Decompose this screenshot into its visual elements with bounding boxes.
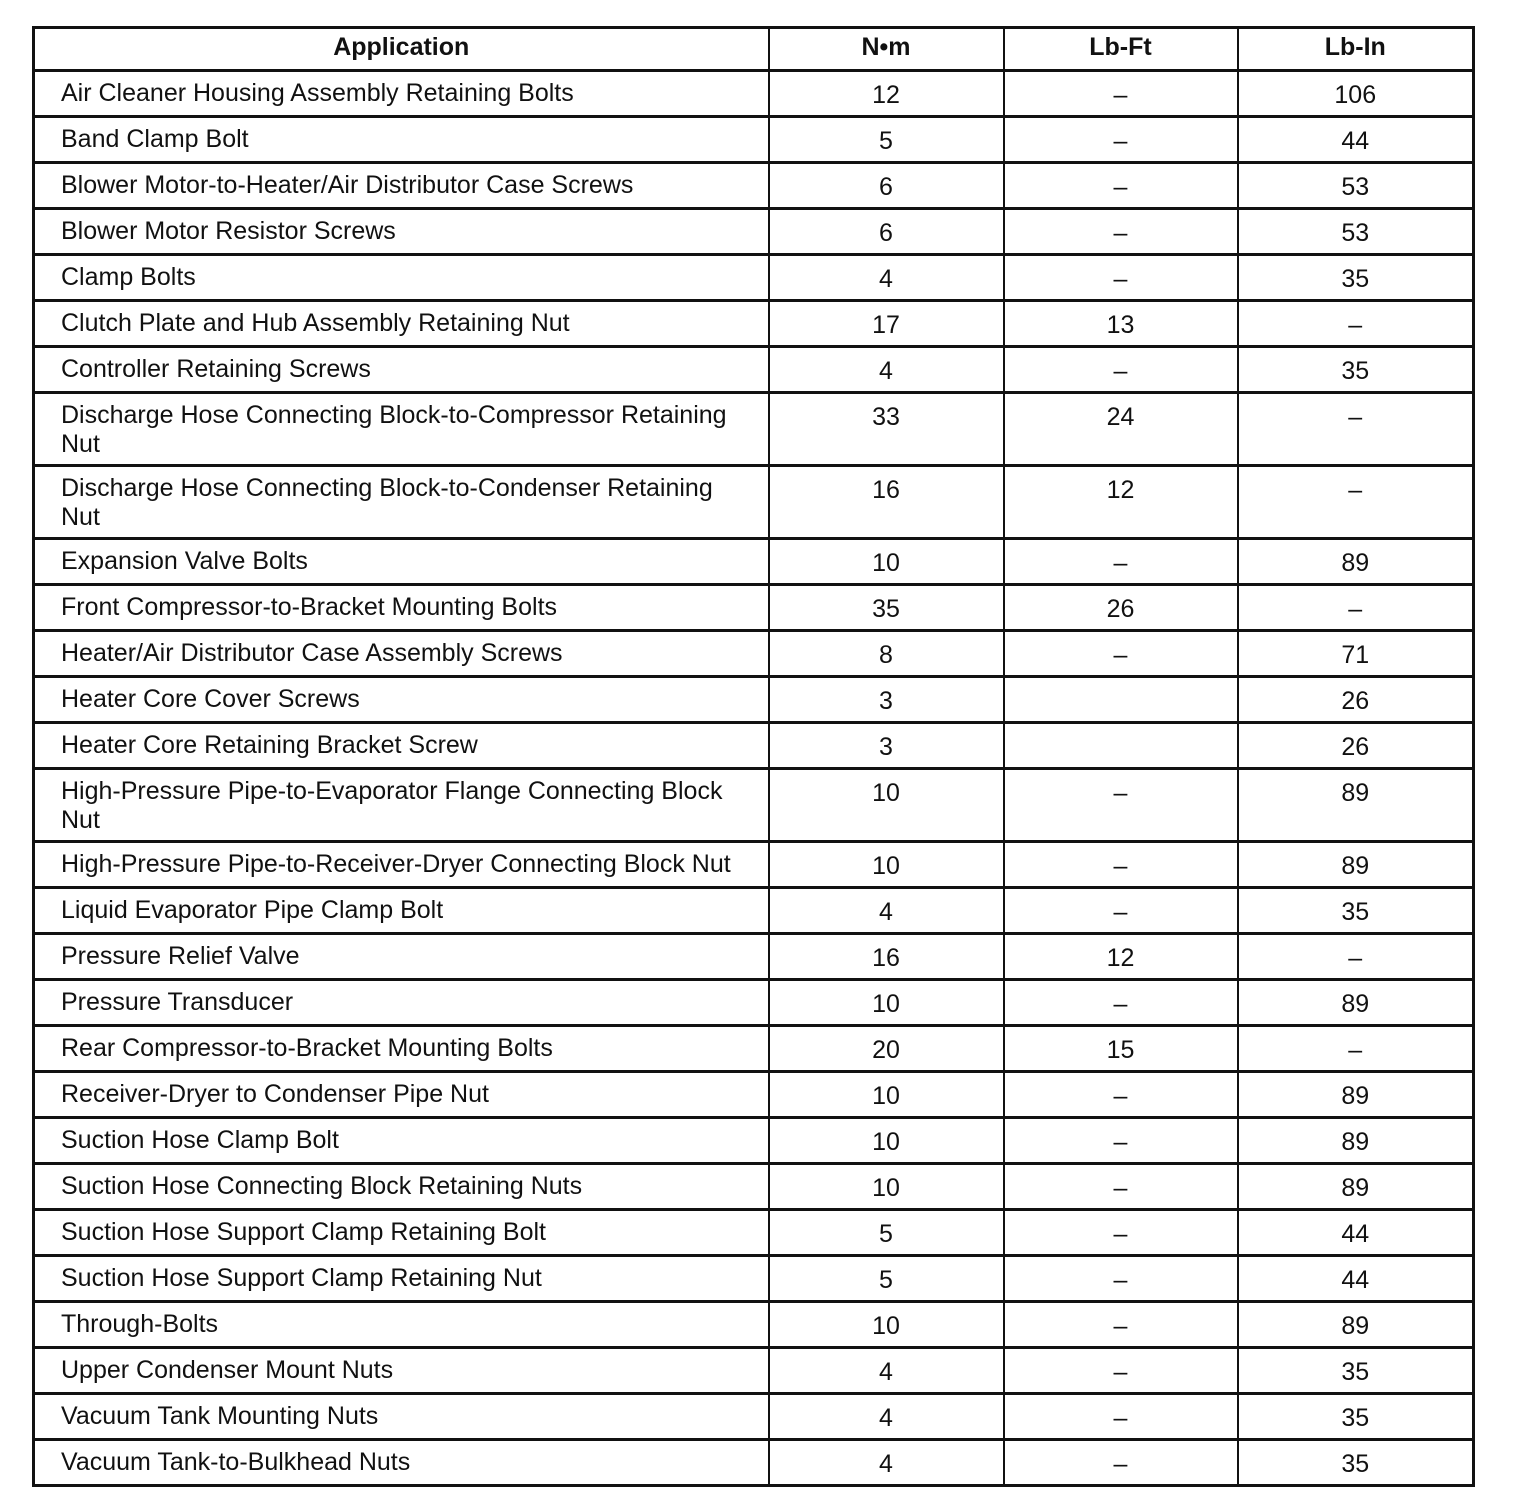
cell-lb-in: 89 bbox=[1238, 1118, 1474, 1164]
cell-nm: 5 bbox=[769, 1210, 1004, 1256]
table-row bbox=[34, 1394, 1474, 1440]
cell-lb-in: 35 bbox=[1238, 347, 1474, 393]
cell-lb-in: – bbox=[1238, 585, 1474, 631]
cell-lb-ft: 26 bbox=[1004, 585, 1238, 631]
table-row bbox=[34, 1348, 1474, 1394]
cell-nm: 16 bbox=[769, 466, 1004, 539]
cell-nm: 35 bbox=[769, 585, 1004, 631]
cell-application: Front Compressor-to-Bracket Mounting Bolts bbox=[34, 585, 769, 631]
table-row bbox=[34, 347, 1474, 393]
cell-lb-in: 71 bbox=[1238, 631, 1474, 677]
cell-lb-ft: – bbox=[1004, 631, 1238, 677]
cell-application: Suction Hose Clamp Bolt bbox=[34, 1118, 769, 1164]
table-row bbox=[34, 1256, 1474, 1302]
cell-lb-in: 44 bbox=[1238, 1210, 1474, 1256]
table-row bbox=[34, 980, 1474, 1026]
cell-application: Through-Bolts bbox=[34, 1302, 769, 1348]
table-row bbox=[34, 117, 1474, 163]
cell-lb-in: 44 bbox=[1238, 1256, 1474, 1302]
table-row bbox=[34, 1210, 1474, 1256]
table-row bbox=[34, 1302, 1474, 1348]
cell-application: Heater Core Cover Screws bbox=[34, 677, 769, 723]
cell-lb-ft: – bbox=[1004, 1210, 1238, 1256]
cell-nm: 6 bbox=[769, 163, 1004, 209]
cell-nm: 4 bbox=[769, 1440, 1004, 1486]
cell-lb-in: 53 bbox=[1238, 163, 1474, 209]
cell-lb-in: 53 bbox=[1238, 209, 1474, 255]
cell-lb-in: 89 bbox=[1238, 842, 1474, 888]
cell-lb-ft: 12 bbox=[1004, 934, 1238, 980]
table-row bbox=[34, 539, 1474, 585]
table-row bbox=[34, 163, 1474, 209]
header-nm: N•m bbox=[769, 28, 1004, 71]
cell-lb-ft: 13 bbox=[1004, 301, 1238, 347]
cell-application: Heater Core Retaining Bracket Screw bbox=[34, 723, 769, 769]
cell-application: Blower Motor-to-Heater/Air Distributor Case Screws bbox=[34, 163, 769, 209]
cell-nm: 4 bbox=[769, 1394, 1004, 1440]
cell-lb-ft: – bbox=[1004, 1394, 1238, 1440]
cell-lb-ft: – bbox=[1004, 1072, 1238, 1118]
cell-application: Air Cleaner Housing Assembly Retaining Bolts bbox=[34, 71, 769, 117]
cell-lb-ft: – bbox=[1004, 117, 1238, 163]
cell-lb-ft: – bbox=[1004, 980, 1238, 1026]
cell-application: Clamp Bolts bbox=[34, 255, 769, 301]
table-row bbox=[34, 393, 1474, 466]
cell-lb-in: 35 bbox=[1238, 1348, 1474, 1394]
cell-lb-ft: 24 bbox=[1004, 393, 1238, 466]
table-row bbox=[34, 585, 1474, 631]
cell-lb-in: 35 bbox=[1238, 1440, 1474, 1486]
cell-nm: 6 bbox=[769, 209, 1004, 255]
table-row bbox=[34, 888, 1474, 934]
cell-lb-ft: 15 bbox=[1004, 1026, 1238, 1072]
cell-nm: 4 bbox=[769, 1348, 1004, 1394]
table-row bbox=[34, 677, 1474, 723]
cell-nm: 10 bbox=[769, 842, 1004, 888]
cell-nm: 33 bbox=[769, 393, 1004, 466]
cell-lb-ft: – bbox=[1004, 163, 1238, 209]
table-row bbox=[34, 1118, 1474, 1164]
header-row bbox=[34, 28, 1474, 71]
cell-application: Discharge Hose Connecting Block-to-Condenser Retaining Nut bbox=[34, 466, 769, 539]
cell-lb-ft: – bbox=[1004, 255, 1238, 301]
cell-lb-ft: – bbox=[1004, 1440, 1238, 1486]
cell-nm: 8 bbox=[769, 631, 1004, 677]
cell-nm: 10 bbox=[769, 980, 1004, 1026]
header-lb-in: Lb-In bbox=[1238, 28, 1474, 71]
cell-nm: 4 bbox=[769, 347, 1004, 393]
table-body bbox=[34, 71, 1474, 1486]
cell-application: Pressure Transducer bbox=[34, 980, 769, 1026]
cell-application: Liquid Evaporator Pipe Clamp Bolt bbox=[34, 888, 769, 934]
cell-lb-ft: – bbox=[1004, 769, 1238, 842]
cell-application: Discharge Hose Connecting Block-to-Compressor Retaining Nut bbox=[34, 393, 769, 466]
cell-lb-in: 35 bbox=[1238, 255, 1474, 301]
cell-nm: 17 bbox=[769, 301, 1004, 347]
cell-nm: 10 bbox=[769, 769, 1004, 842]
cell-nm: 10 bbox=[769, 1072, 1004, 1118]
cell-nm: 5 bbox=[769, 117, 1004, 163]
cell-nm: 10 bbox=[769, 1118, 1004, 1164]
cell-lb-ft: – bbox=[1004, 209, 1238, 255]
cell-lb-in: – bbox=[1238, 301, 1474, 347]
cell-lb-in: – bbox=[1238, 393, 1474, 466]
cell-lb-in: 89 bbox=[1238, 1164, 1474, 1210]
cell-lb-in: 89 bbox=[1238, 1302, 1474, 1348]
cell-lb-ft bbox=[1004, 677, 1238, 723]
cell-application: Clutch Plate and Hub Assembly Retaining Nut bbox=[34, 301, 769, 347]
table-header bbox=[34, 28, 1474, 71]
cell-lb-in: – bbox=[1238, 1026, 1474, 1072]
cell-lb-in: 26 bbox=[1238, 723, 1474, 769]
cell-lb-ft: – bbox=[1004, 842, 1238, 888]
table-row bbox=[34, 1026, 1474, 1072]
cell-application: Controller Retaining Screws bbox=[34, 347, 769, 393]
table-row bbox=[34, 1072, 1474, 1118]
table-row bbox=[34, 934, 1474, 980]
cell-lb-ft: – bbox=[1004, 1164, 1238, 1210]
cell-lb-in: 89 bbox=[1238, 1072, 1474, 1118]
table-row bbox=[34, 1440, 1474, 1486]
torque-spec-table bbox=[32, 26, 1475, 1487]
cell-application: Expansion Valve Bolts bbox=[34, 539, 769, 585]
cell-lb-ft: 12 bbox=[1004, 466, 1238, 539]
table-row bbox=[34, 255, 1474, 301]
cell-application: Vacuum Tank Mounting Nuts bbox=[34, 1394, 769, 1440]
cell-nm: 3 bbox=[769, 723, 1004, 769]
cell-lb-ft: – bbox=[1004, 1118, 1238, 1164]
table-row bbox=[34, 466, 1474, 539]
cell-lb-in: 26 bbox=[1238, 677, 1474, 723]
cell-application: Receiver-Dryer to Condenser Pipe Nut bbox=[34, 1072, 769, 1118]
cell-lb-ft: – bbox=[1004, 347, 1238, 393]
cell-lb-in: 35 bbox=[1238, 888, 1474, 934]
cell-nm: 10 bbox=[769, 1164, 1004, 1210]
cell-lb-ft: – bbox=[1004, 539, 1238, 585]
cell-nm: 3 bbox=[769, 677, 1004, 723]
cell-lb-ft bbox=[1004, 723, 1238, 769]
cell-nm: 5 bbox=[769, 1256, 1004, 1302]
table-row bbox=[34, 209, 1474, 255]
cell-lb-in: 106 bbox=[1238, 71, 1474, 117]
table-row bbox=[34, 301, 1474, 347]
cell-lb-in: – bbox=[1238, 934, 1474, 980]
cell-application: Heater/Air Distributor Case Assembly Screws bbox=[34, 631, 769, 677]
cell-lb-in: 35 bbox=[1238, 1394, 1474, 1440]
cell-lb-ft: – bbox=[1004, 71, 1238, 117]
cell-application: Suction Hose Support Clamp Retaining Nut bbox=[34, 1256, 769, 1302]
cell-lb-in: 89 bbox=[1238, 980, 1474, 1026]
cell-application: Blower Motor Resistor Screws bbox=[34, 209, 769, 255]
header-lb-ft: Lb-Ft bbox=[1004, 28, 1238, 71]
cell-lb-ft: – bbox=[1004, 1348, 1238, 1394]
cell-nm: 10 bbox=[769, 1302, 1004, 1348]
cell-application: Band Clamp Bolt bbox=[34, 117, 769, 163]
cell-application: Suction Hose Connecting Block Retaining Nuts bbox=[34, 1164, 769, 1210]
cell-nm: 12 bbox=[769, 71, 1004, 117]
cell-application: Rear Compressor-to-Bracket Mounting Bolts bbox=[34, 1026, 769, 1072]
cell-lb-in: 89 bbox=[1238, 769, 1474, 842]
cell-application: Upper Condenser Mount Nuts bbox=[34, 1348, 769, 1394]
table-row bbox=[34, 71, 1474, 117]
cell-nm: 4 bbox=[769, 255, 1004, 301]
cell-lb-in: – bbox=[1238, 466, 1474, 539]
cell-application: Pressure Relief Valve bbox=[34, 934, 769, 980]
cell-application: High-Pressure Pipe-to-Evaporator Flange Connecting Block Nut bbox=[34, 769, 769, 842]
header-application: Application bbox=[34, 28, 769, 71]
cell-application: Vacuum Tank-to-Bulkhead Nuts bbox=[34, 1440, 769, 1486]
cell-nm: 20 bbox=[769, 1026, 1004, 1072]
cell-nm: 10 bbox=[769, 539, 1004, 585]
table-row bbox=[34, 842, 1474, 888]
cell-lb-ft: – bbox=[1004, 888, 1238, 934]
cell-application: Suction Hose Support Clamp Retaining Bolt bbox=[34, 1210, 769, 1256]
cell-lb-ft: – bbox=[1004, 1302, 1238, 1348]
cell-application: High-Pressure Pipe-to-Receiver-Dryer Connecting Block Nut bbox=[34, 842, 769, 888]
table-row bbox=[34, 723, 1474, 769]
cell-nm: 4 bbox=[769, 888, 1004, 934]
cell-lb-ft: – bbox=[1004, 1256, 1238, 1302]
cell-nm: 16 bbox=[769, 934, 1004, 980]
table-row bbox=[34, 1164, 1474, 1210]
cell-lb-in: 44 bbox=[1238, 117, 1474, 163]
table-row bbox=[34, 631, 1474, 677]
table-row bbox=[34, 769, 1474, 842]
cell-lb-in: 89 bbox=[1238, 539, 1474, 585]
